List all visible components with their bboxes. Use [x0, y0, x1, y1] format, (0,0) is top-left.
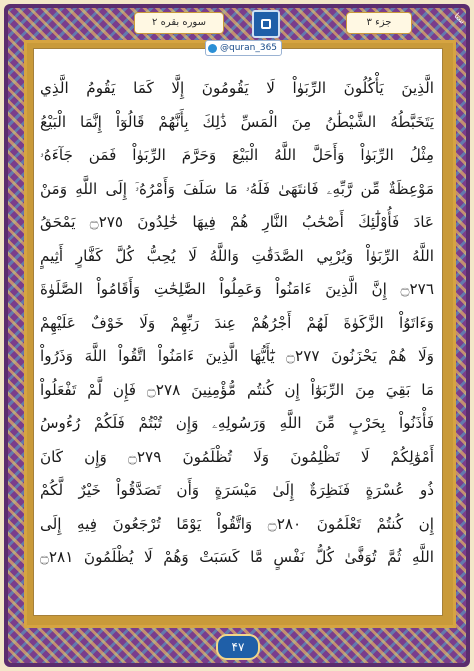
verse-line: اللَّهِ ثُمَّ تُوَفَّىٰ كُلُّ نَفْسٍ مَّا كَسَبَتْ وَهُمْ لَا يُظْلَمُونَ ۝٢٨١ [40, 548, 434, 566]
verse-line: اللَّهُ الرِّبَوٰاْ وَيُرْبِي الصَّدَقَٰتِ وَاللَّهُ لَا يُحِبُّ كُلَّ كَفَّارٍ أَثِيمٍ [40, 246, 434, 265]
mosque-logo-icon [252, 10, 280, 38]
verse-line: إِن كُنتُمْ تَعْلَمُونَ ۝٢٨٠ وَاتَّقُواْ يَوْمًا تُرْجَعُونَ فِيهِ إِلَى [40, 514, 434, 533]
channel-handle: @quran_365 [220, 43, 278, 53]
surah-label: سوره بقره ۲ [134, 12, 224, 34]
verse-line: وَءَاتَوُاْ الزَّكَوٰةَ لَهُمْ أَجْرُهُمْ عِندَ رَبِّهِمْ وَلَا خَوْفٌ عَلَيْهِمْ [40, 313, 434, 332]
corner-brand: ستا [452, 11, 468, 26]
verse-line: الَّذِينَ يَأْكُلُونَ الرِّبَوٰاْ لَا يَقُومُونَ إِلَّا كَمَا يَقُومُ الَّذِي [40, 79, 434, 97]
telegram-icon [208, 44, 217, 53]
channel-watermark [205, 40, 282, 56]
verse-line: يَتَخَبَّطُهُ الشَّيْطَٰنُ مِنَ الْمَسِّ ذَٰلِكَ بِأَنَّهُمْ قَالُوٓاْ إِنَّمَا الْبَيْعُ [40, 112, 434, 131]
verse-lines [40, 72, 434, 575]
verse-line: فَأْذَنُواْ بِحَرْبٍ مِّنَ اللَّهِ وَرَسُولِهِۦ وَإِن تُبْتُمْ فَلَكُمْ رُءُوسُ [40, 414, 434, 432]
verse-line: مَا بَقِيَ مِنَ الرِّبَوٰٓاْ إِن كُنتُم مُّؤْمِنِينَ ۝٢٧٨ فَإِن لَّمْ تَفْعَلُواْ [40, 380, 434, 399]
page-header [30, 10, 444, 36]
page-number-badge: ۴۷ [216, 634, 260, 660]
verse-line: مِثْلُ الرِّبَوٰاْ وَأَحَلَّ اللَّهُ الْبَيْعَ وَحَرَّمَ الرِّبَوٰاْ فَمَن جَآءَهُۥ [40, 146, 434, 164]
juz-label: جزء ۳ [346, 12, 412, 34]
verse-line: وَلَا هُمْ يَحْزَنُونَ ۝٢٧٧ يَٰٓأَيُّهَا الَّذِينَ ءَامَنُواْ اتَّقُواْ اللَّهَ وَذَرُواْ [40, 347, 434, 365]
verse-line: عَادَ فَأُوْلَٰٓئِكَ أَصْحَٰبُ النَّارِ هُمْ فِيهَا خَٰلِدُونَ ۝٢٧٥ يَمْحَقُ [40, 213, 434, 231]
verse-line: أَمْوَٰلِكُمْ لَا تَظْلِمُونَ وَلَا تُظْلَمُونَ ۝٢٧٩ وَإِن كَانَ [40, 447, 434, 466]
verse-line: ۝٢٧٦ إِنَّ الَّذِينَ ءَامَنُواْ وَعَمِلُواْ الصَّٰلِحَٰتِ وَأَقَامُواْ الصَّلَوٰةَ [40, 280, 434, 298]
verse-line: مَوْعِظَةٌ مِّن رَّبِّهِۦ فَانتَهَىٰ فَلَهُۥ مَا سَلَفَ وَأَمْرُهُۥٓ إِلَى اللَّهِ وَمَنْ [40, 179, 434, 198]
verse-line: ذُو عُسْرَةٍ فَنَظِرَةٌ إِلَىٰ مَيْسَرَةٍ وَأَن تَصَدَّقُواْ خَيْرٌ لَّكُمْ [40, 481, 434, 499]
